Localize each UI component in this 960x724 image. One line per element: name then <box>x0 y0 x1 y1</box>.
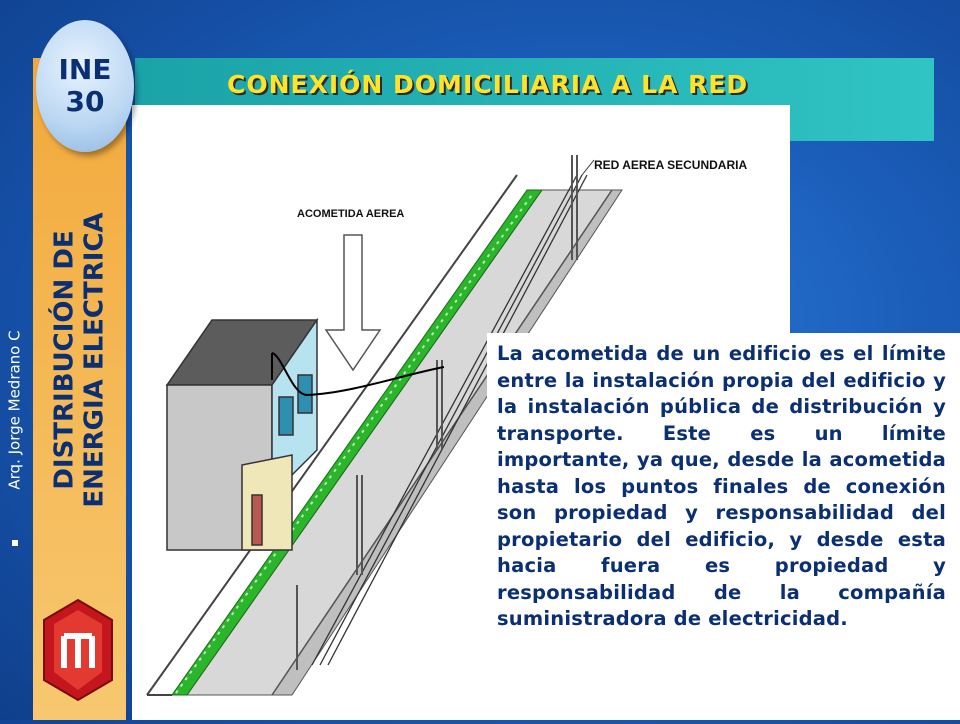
down-arrow-icon <box>326 235 380 370</box>
author-text: Arq. Jorge Medrano C <box>6 330 25 490</box>
label-red-aerea: RED AEREA SECUNDARIA <box>594 158 748 172</box>
bullet-icon <box>12 540 18 546</box>
author-credit <box>0 260 30 560</box>
house <box>167 320 317 550</box>
sidebar-title-line2: ENERGIA ELECTRICA <box>80 212 111 508</box>
badge-line1: INE <box>58 53 112 86</box>
slide-title: CONEXIÓN DOMICILIARIA A LA RED <box>227 70 749 99</box>
sidebar-title-line1: DISTRIBUCIÓN DE <box>50 230 81 490</box>
logo-icon <box>38 594 118 706</box>
logo <box>33 590 123 710</box>
sidebar-title <box>40 175 120 545</box>
description-text: La acometida de un edificio es el límite entre la instalación propia del edificio y la instalación pública de distribución y transporte. Este es un límite importante, ya que, desde la acometida hasta los puntos finales de conexión son propiedad y responsabilidad del propietario del edificio, y desde esta hacia fuera es propiedad y responsabilidad de la compañía suministradora de electricidad. <box>497 342 946 630</box>
badge-line2: 30 <box>65 85 105 118</box>
course-badge <box>36 20 134 152</box>
description-box <box>487 333 960 720</box>
label-acometida: ACOMETIDA AEREA <box>297 208 405 220</box>
